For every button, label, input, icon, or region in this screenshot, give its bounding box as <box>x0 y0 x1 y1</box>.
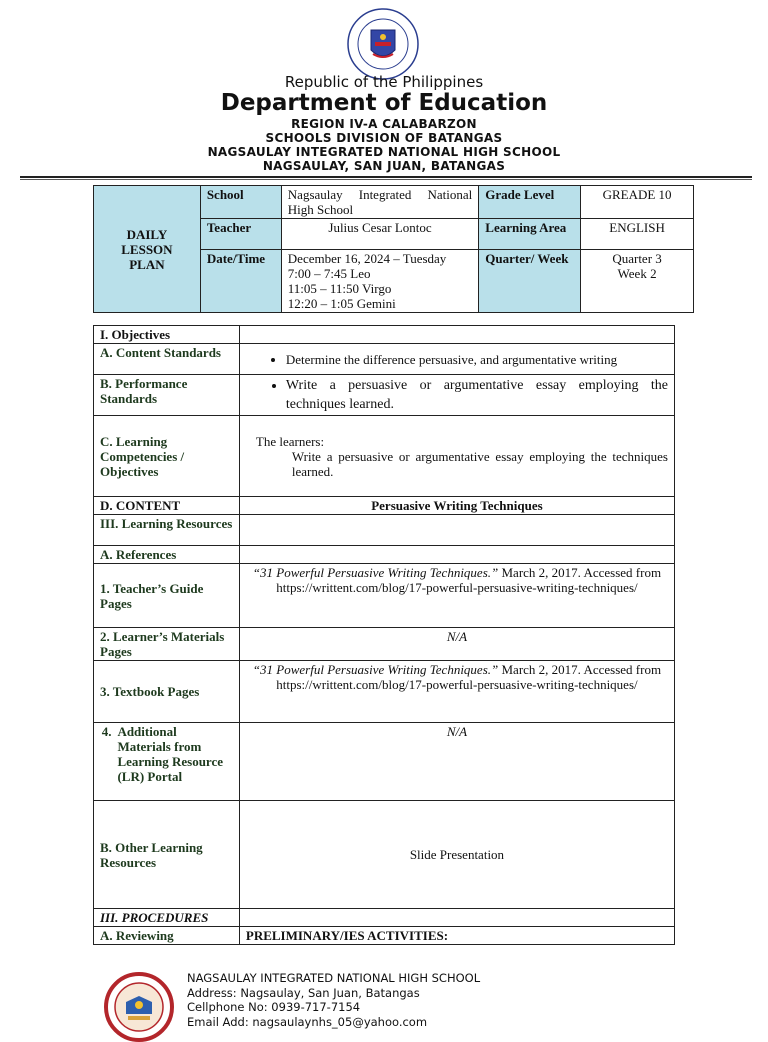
reviewing-label: A. Reviewing <box>94 927 240 945</box>
location-text: NAGSAULAY, SAN JUAN, BATANGAS <box>262 159 506 173</box>
dlp-title-cell <box>94 186 201 313</box>
textbook-pages-label: 3. Textbook Pages <box>94 661 240 723</box>
grade-value: GREADE 10 <box>581 186 694 219</box>
footer-email: Email Add: nagsaulaynhs_05@yahoo.com <box>187 1014 428 1029</box>
teacher-value: Julius Cesar Lontoc <box>281 219 479 250</box>
lesson-plan-table <box>93 325 675 945</box>
deped-seal-logo <box>347 8 419 80</box>
school-value: Nagsaulay Integrated National High School <box>281 186 479 219</box>
performance-standards-value <box>239 375 674 416</box>
competencies-label: C. Learning Competencies / Objectives <box>94 416 240 497</box>
dlp-title-line: DAILY <box>126 226 168 242</box>
department-title: Department of Education <box>220 90 548 116</box>
time-line: 7:00 – 7:45 Leo <box>287 266 371 281</box>
school-text: NAGSAULAY INTEGRATED NATIONAL HIGH SCHOOL <box>207 145 561 159</box>
learners-materials-value: N/A <box>239 628 674 661</box>
objectives-label: I. Objectives <box>94 326 240 344</box>
dlp-title-line: PLAN <box>129 256 165 272</box>
objectives-empty <box>239 326 674 344</box>
learners-materials-label: 2. Learner’s Materials Pages <box>94 628 240 661</box>
week-line: Week 2 <box>617 266 657 281</box>
reference-title: “31 Powerful Persuasive Writing Techniques.” <box>252 565 499 580</box>
division-text: SCHOOLS DIVISION OF BATANGAS <box>265 131 503 145</box>
quarter-label: Quarter/ Week <box>479 250 581 313</box>
footer-contact <box>187 971 480 1029</box>
footer-phone: Cellphone No: 0939-717-7154 <box>187 1000 361 1014</box>
competencies-value <box>239 416 674 497</box>
reference-details: March 2, 2017. Accessed from https://writtent.com/blog/17-powerful-persuasive-writing-techniques/ <box>276 662 662 692</box>
references-empty <box>239 546 674 564</box>
area-value: ENGLISH <box>581 219 694 250</box>
content-standards-bullet: • Determine the difference persuasive, and argumentative writing <box>286 352 668 367</box>
other-resources-label: B. Other Learning Resources <box>94 801 240 909</box>
content-value: Persuasive Writing Techniques <box>239 497 674 515</box>
teachers-guide-label: 1. Teacher’s Guide Pages <box>94 564 240 628</box>
additional-materials-label <box>94 723 240 801</box>
header-divider <box>20 176 752 178</box>
procedures-label: III. PROCEDURES <box>94 909 240 927</box>
textbook-pages-value <box>239 661 674 723</box>
competencies-intro: The learners: <box>255 433 325 449</box>
content-standards-label: A. Content Standards <box>94 344 240 375</box>
dlp-info-table <box>93 185 694 313</box>
teachers-guide-value <box>239 564 674 628</box>
time-line: 12:20 – 1:05 Gemini <box>287 296 396 311</box>
school-logo <box>104 972 174 1042</box>
content-standards-value <box>239 344 674 375</box>
footer-school: NAGSAULAY INTEGRATED NATIONAL HIGH SCHOOL <box>187 971 481 985</box>
reference-details: March 2, 2017. Accessed from https://writtent.com/blog/17-powerful-persuasive-writing-techniques/ <box>276 565 662 595</box>
area-label: Learning Area <box>479 219 581 250</box>
footer-address: Address: Nagsaulay, San Juan, Batangas <box>187 985 420 1000</box>
grade-label: Grade Level <box>479 186 581 219</box>
content-label: D. CONTENT <box>94 497 240 515</box>
procedures-empty <box>239 909 674 927</box>
performance-standards-bullet: • Write a persuasive or argumentative essay employing the techniques learned. <box>286 376 668 414</box>
quarter-line: Quarter 3 <box>612 251 662 266</box>
region-text: REGION IV-A CALABARZON <box>291 117 477 131</box>
additional-materials-value: N/A <box>239 723 674 801</box>
time-line: 11:05 – 11:50 Virgo <box>287 281 392 296</box>
dlp-title-line: LESSON <box>121 241 173 257</box>
additional-materials-text: Additional Materials from Learning Resource (LR) Portal <box>117 724 223 784</box>
competencies-text: Write a persuasive or argumentative essay employing the techniques learned. <box>291 448 668 479</box>
date-line: December 16, 2024 – Tuesday <box>287 251 447 266</box>
additional-materials-number: 4. <box>101 724 112 739</box>
date-value <box>281 250 479 313</box>
quarter-value <box>581 250 694 313</box>
teacher-label: Teacher <box>200 219 281 250</box>
header-divider-thin <box>20 179 752 180</box>
references-label: A. References <box>94 546 240 564</box>
school-label: School <box>200 186 281 219</box>
performance-standards-label: B. Performance Standards <box>94 375 240 416</box>
learning-resources-label: III. Learning Resources <box>94 515 240 546</box>
other-resources-value: Slide Presentation <box>239 801 674 909</box>
reviewing-value: PRELIMINARY/IES ACTIVITIES: <box>239 927 674 945</box>
date-label: Date/Time <box>200 250 281 313</box>
republic-text: Republic of the Philippines <box>284 73 484 91</box>
reference-title: “31 Powerful Persuasive Writing Techniques.” <box>252 662 499 677</box>
learning-resources-empty <box>239 515 674 546</box>
